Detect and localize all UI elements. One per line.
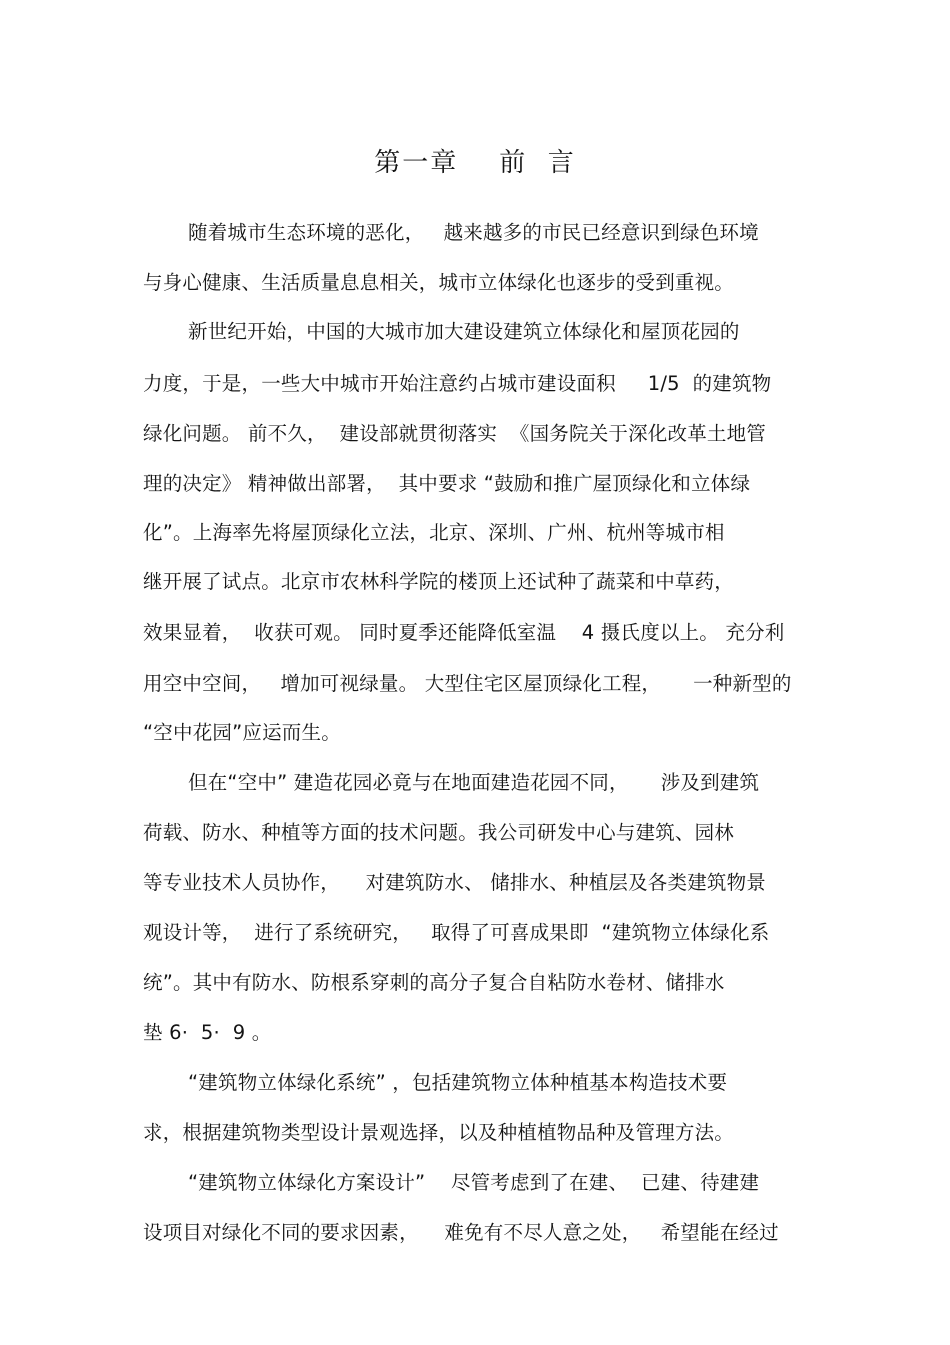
text-line: 绿化问题。 前不久， 建设部就贯彻落实 《国务院关于深化改革土地管 [143,422,766,445]
text-line: 设项目对绿化不同的要求因素， 难免有不尽人意之处， 希望能在经过 [143,1221,779,1244]
text-line: 垫 6· 5· 9 。 [143,1021,272,1044]
text-line: “建筑物立体绿化方案设计” 尽管考虑到了在建、 已建、待建建 [188,1171,760,1194]
text-line: 但在“空中” 建造花园必竟与在地面建造花园不同， 涉及到建筑 [188,771,760,794]
text-line: 理的决定》 精神做出部署， 其中要求 “鼓励和推广屋顶绿化和立体绿 [143,472,751,495]
text-line: 继开展了试点。北京市农林科学院的楼顶上还试种了蔬菜和中草药， [143,570,735,593]
text-line: 统”。其中有防水、防根系穿刺的高分子复合自粘防水卷材、储排水 [143,971,725,994]
text-line: 观设计等， 进行了系统研究， 取得了可喜成果即 “建筑物立体绿化系 [143,921,770,944]
text-line: 新世纪开始，中国的大城市加大建设建筑立体绿化和屋顶花园的 [188,320,740,343]
text-line: 随着城市生态环境的恶化， 越来越多的市民已经意识到绿色环境 [188,221,759,244]
text-line: 力度，于是，一些大中城市开始注意约占城市建设面积 1/5 的建筑物 [143,372,772,395]
chapter-title: 第一章 前 言 [374,148,576,178]
text-line: 用空中空间， 增加可视绿量。 大型住宅区屋顶绿化工程， 一种新型的 [143,672,792,695]
text-line: “空中花园”应运而生。 [143,721,341,744]
text-line: “建筑物立体绿化系统” ，包括建筑物立体种植基本构造技术要 [188,1071,728,1094]
text-line: 求，根据建筑物类型设计景观选择，以及种植植物品种及管理方法。 [143,1121,735,1144]
text-line: 效果显着， 收获可观。 同时夏季还能降低室温 4 摄氏度以上。 充分利 [143,621,785,644]
text-line: 与身心健康、生活质量息息相关，城市立体绿化也逐步的受到重视。 [143,271,735,294]
text-line: 化”。上海率先将屋顶绿化立法，北京、深圳、广州、杭州等城市相 [143,521,725,544]
text-line: 等专业技术人员协作， 对建筑防水、 储排水、种植层及各类建筑物景 [143,871,766,894]
text-line: 荷载、防水、种植等方面的技术问题。我公司研发中心与建筑、园林 [143,821,735,844]
